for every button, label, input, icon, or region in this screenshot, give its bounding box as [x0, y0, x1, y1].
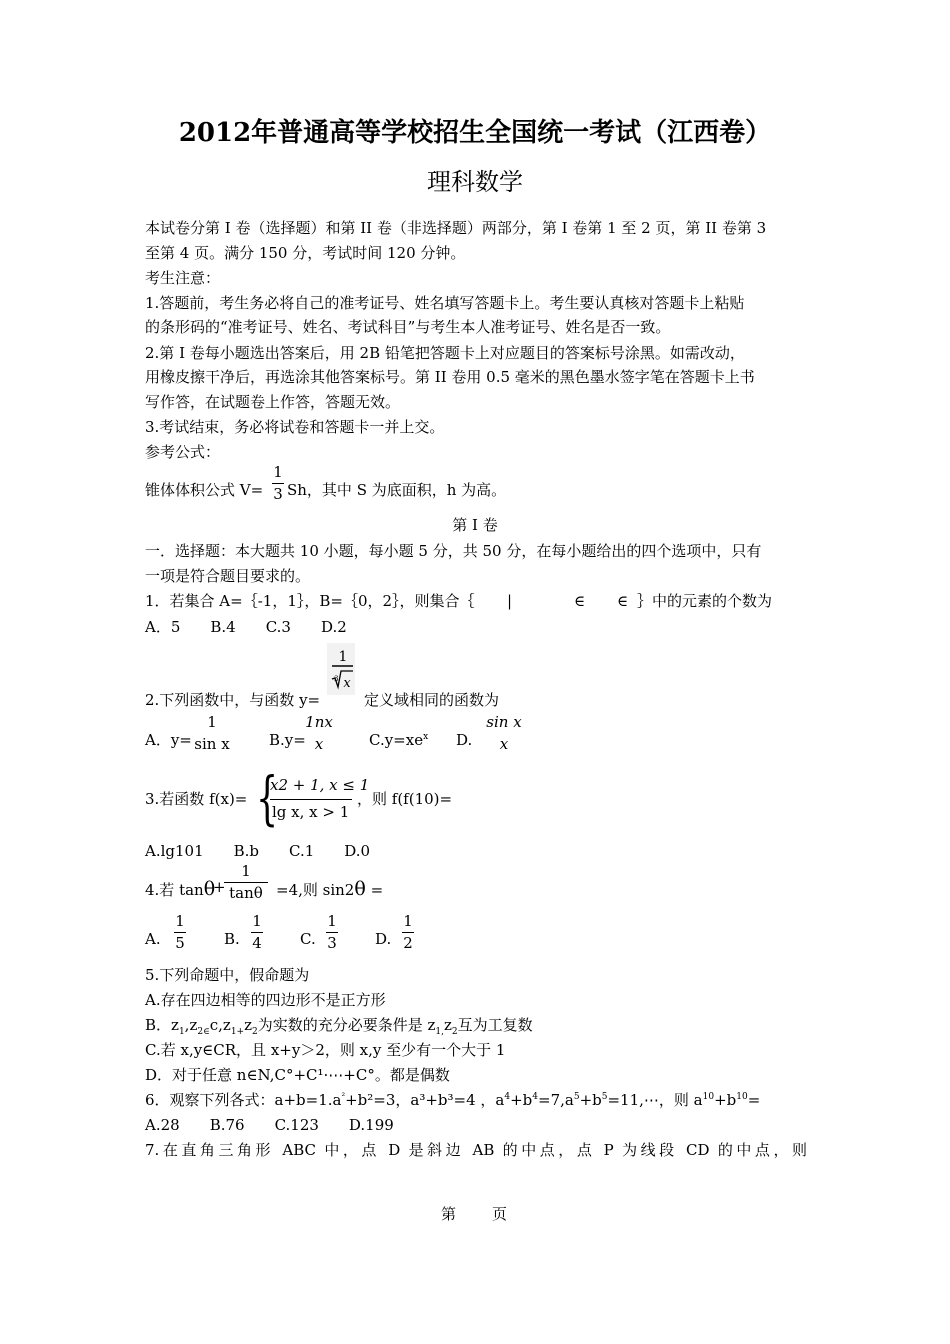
question-4-option-c-fraction: 1 3 [327, 912, 337, 952]
question-2-option-c: $C.y=xe^x$ [369, 731, 429, 749]
section-instructions-1: 一．选择题：本大题共 10 小题，每小题 5 分，共 50 分，在每小题给出的四个选项中，只有 [145, 542, 762, 560]
root-index: 3 [334, 675, 339, 683]
notes-heading: 考生注意： [145, 269, 221, 287]
question-1-in-2: ∈ [617, 592, 629, 610]
question-2-option-a-label: A．y= [145, 731, 192, 749]
question-2-option-b-label: B.y= [269, 731, 306, 749]
formula-heading: 参考公式： [145, 443, 221, 461]
note-2-line-1: 2.第 I 卷每小题选出答案后，用 2B 铅笔把答题卡上对应题目的答案标号涂黑。如需改动， [145, 344, 745, 362]
question-3-suffix: ，则 f(f(10)= [357, 790, 453, 808]
question-1-tail: ｝中的元素的个数为 [637, 592, 773, 610]
question-5-option-b: B．$z_1,z_{2\in}c,z_{1+}z_2$为实数的充分必要条件是 $z_{1,}z_2$互为工复数 [145, 1016, 533, 1037]
formula-denominator: 3 [273, 485, 283, 503]
question-6-options: A.28 B.76 C.123 D.199 [145, 1116, 394, 1134]
question-4-option-d: D. [375, 930, 392, 948]
section-heading: 第 I 卷 [452, 516, 498, 534]
question-1-in-1: ∈ [574, 592, 586, 610]
note-1-line-2: 的条形码的“准考证号、姓名、考试科目”与考生本人准考证号、姓名是否一致。 [145, 318, 671, 336]
intro-line-2: 至第 4 页。满分 150 分，考试时间 120 分钟。 [145, 244, 466, 262]
question-5-option-c: C.若 x,y∈CR，且 x+y＞2，则 x,y 至少有一个大于 1 [145, 1041, 506, 1059]
note-2-line-3: 写作答，在试题卷上作答，答题无效。 [145, 393, 401, 411]
question-2-prefix: 2.下列函数中，与函数 y= [145, 691, 321, 709]
question-7: 7.在直角三角形 ABC 中，点 D 是斜边 AB 的中点，点 P 为线段 CD 的中点，则 [145, 1141, 807, 1159]
piecewise-brace: { [256, 764, 279, 832]
question-2-option-a-fraction: 1 sin x [194, 713, 230, 753]
question-4-option-c: C. [300, 930, 316, 948]
piecewise-divider [270, 799, 352, 800]
formula-prefix: 锥体体积公式 V= [145, 481, 264, 499]
question-2-option-b-fraction: 1nx x [305, 713, 333, 753]
question-1-options: A．5 B.4 C.3 D.2 [145, 618, 347, 636]
question-2-option-d-label: D. [456, 731, 473, 749]
root-numerator: 1 [338, 649, 348, 665]
question-4-prefix: 4.若 tanθ [145, 878, 216, 900]
piecewise-case-1: x2 + 1, x ≤ 1 [270, 776, 370, 794]
cube-root-figure [327, 643, 355, 695]
section-instructions-2: 一项是符合题目要求的。 [145, 567, 311, 585]
question-5: 5.下列命题中，假命题为 [145, 966, 310, 984]
intro-line-1: 本试卷分第 I 卷（选择题）和第 II 卷（非选择题）两部分，第 I 卷第 1 至 2 页，第 II 卷第 3 [145, 219, 767, 237]
question-4-option-a: A. [145, 930, 161, 948]
question-5-option-a: A.存在四边相等的四边形不是正方形 [145, 991, 386, 1009]
root-variable: x [343, 676, 351, 691]
note-2-line-2: 用橡皮擦干净后，再选涂其他答案标号。第 II 卷用 0.5 毫米的黑色墨水签字笔在答题卡上书 [145, 368, 755, 386]
note-1-line-1: 1.答题前，考生务必将自己的准考证号、姓名填写答题卡上。考生要认真核对答题卡上粘贴 [145, 294, 745, 312]
question-2-suffix: 定义域相同的函数为 [364, 691, 500, 709]
question-4-option-d-fraction: 1 2 [403, 912, 413, 952]
exam-subtitle: 理科数学 [427, 168, 523, 196]
question-4-plus: + [213, 878, 226, 896]
note-3: 3.考试结束，务必将试卷和答题卡一并上交。 [145, 418, 445, 436]
question-1-bar: | [507, 592, 513, 610]
formula-fraction [272, 465, 284, 502]
question-3-prefix: 3.若函数 f(x)= [145, 790, 248, 808]
piecewise-case-2: lg x, x > 1 [272, 803, 350, 821]
question-6: 6．观察下列各式：$a+b=1.a^{^2}+b^2=3$，a³+b³=4 ，$a^4+b^4=7,a^5+b^5=11,\cdots$，则 $a^{10}+b^{10}=$ [145, 1091, 761, 1109]
question-5-option-d: D．对于任意 n∈N,C°+C¹·⋯+C°。都是偶数 [145, 1066, 450, 1084]
formula-numerator: 1 [273, 463, 283, 481]
formula-suffix: Sh，其中 S 为底面积，h 为高。 [287, 481, 507, 499]
question-4-suffix: =4,则 sin2θ = [276, 878, 384, 900]
question-4-option-b-fraction: 1 4 [252, 912, 262, 952]
exam-title: 2012年普通高等学校招生全国统一考试（江西卷） [178, 118, 772, 148]
question-2-option-d-fraction: sin x x [486, 713, 522, 753]
question-4-option-b: B. [224, 930, 240, 948]
question-1: 1．若集合 A=｛-1，1｝，B=｛0，2｝，则集合｛ [145, 592, 475, 610]
question-3-options: A.lg101 B.b C.1 D.0 [145, 842, 371, 860]
page-footer: 第 页 [440, 1205, 509, 1223]
question-4-option-a-fraction: 1 5 [175, 912, 185, 952]
question-4-fraction: 1 tanθ [224, 864, 268, 901]
